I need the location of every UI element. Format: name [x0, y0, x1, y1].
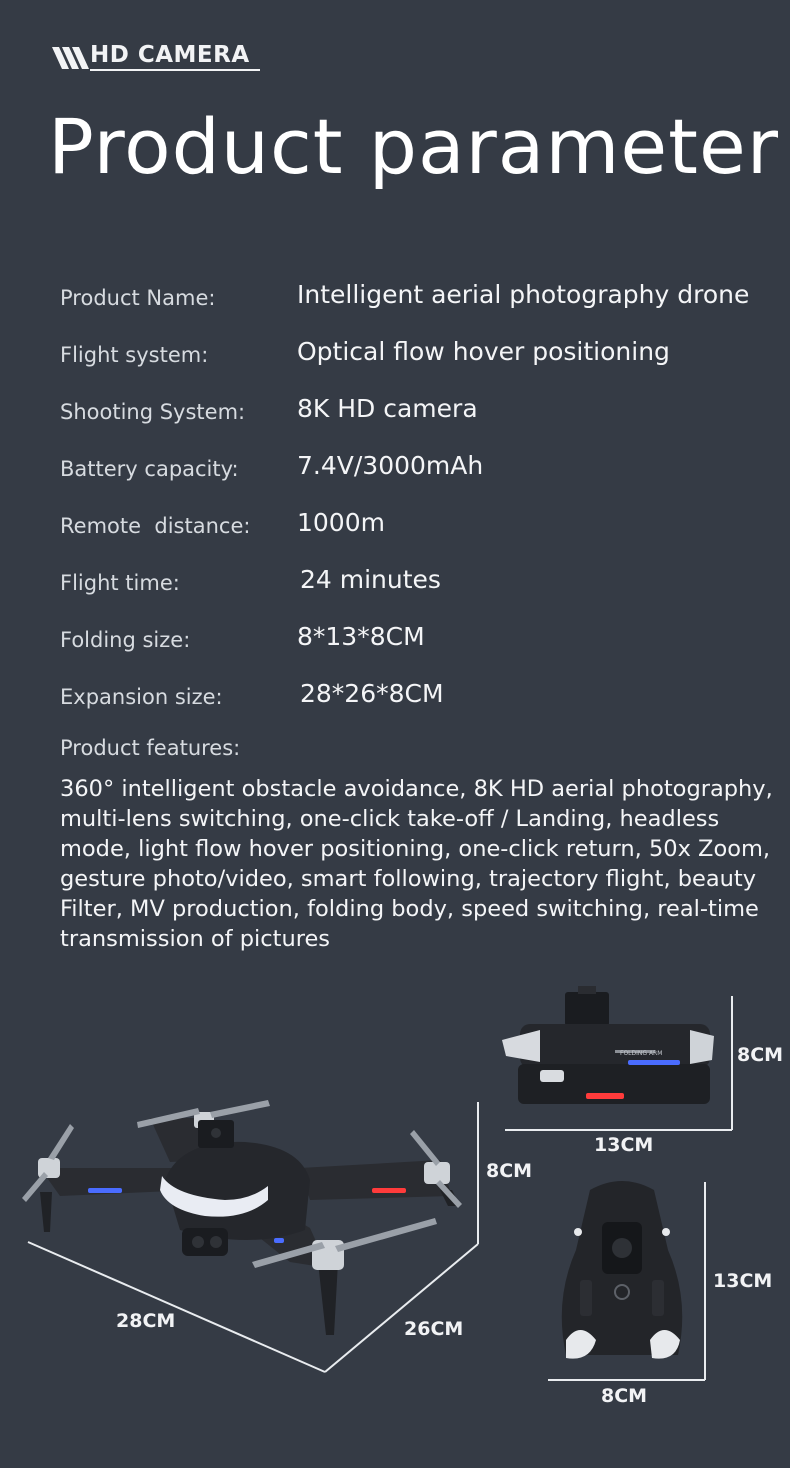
parameter-value: 1000m — [297, 508, 385, 537]
parameter-label: Flight time: — [60, 571, 180, 595]
folding-arm-label: FOLDING ARM — [620, 1050, 663, 1057]
dimension-line — [28, 1242, 325, 1372]
parameter-label: Shooting System: — [60, 400, 246, 424]
parameter-label: Battery capacity: — [60, 457, 239, 481]
parameter-value: 8*13*8CM — [297, 622, 425, 651]
folded-side-length-label: 13CM — [594, 1134, 654, 1156]
parameter-value: Intelligent aerial photography drone — [297, 280, 750, 309]
parameter-label: Folding size: — [60, 628, 191, 652]
logo-text: HD CAMERA — [90, 42, 250, 68]
expanded-drone-image — [22, 1100, 462, 1335]
parameter-value: 7.4V/3000mAh — [297, 451, 484, 480]
features-label: Product features: — [60, 736, 241, 760]
parameter-label: Expansion size: — [60, 685, 223, 709]
parameter-value: 24 minutes — [300, 565, 441, 594]
folded-side-height-label: 8CM — [737, 1044, 784, 1066]
folded-top-width-label: 8CM — [601, 1385, 648, 1407]
expanded-length-label: 28CM — [116, 1310, 176, 1332]
features-text: 360° intelligent obstacle avoidance, 8K HD aerial photography, multi-lens switching, one-click take-off / Landing, headless mode, light flow hover positioning, one-click return, 50x Zoom, gesture photo/video, smart following, trajectory flight, beauty Filter, MV production, folding body, speed switching, real-time transmission of pictures — [60, 776, 773, 952]
folded-drone-side-image — [502, 986, 714, 1104]
parameter-value: 8K HD camera — [297, 394, 478, 423]
page-title: Product parameter — [48, 102, 779, 191]
parameter-value: 28*26*8CM — [300, 679, 444, 708]
folded-drone-top-image — [562, 1181, 682, 1359]
parameter-label: Remote distance: — [60, 514, 251, 538]
parameter-value: Optical flow hover positioning — [297, 337, 670, 366]
dimension-line — [325, 1244, 478, 1372]
parameter-label: Flight system: — [60, 343, 209, 367]
parameter-label: Product Name: — [60, 286, 216, 310]
expanded-height-label: 8CM — [486, 1160, 533, 1182]
folded-top-length-label: 13CM — [713, 1270, 773, 1292]
expanded-width-label: 26CM — [404, 1318, 464, 1340]
